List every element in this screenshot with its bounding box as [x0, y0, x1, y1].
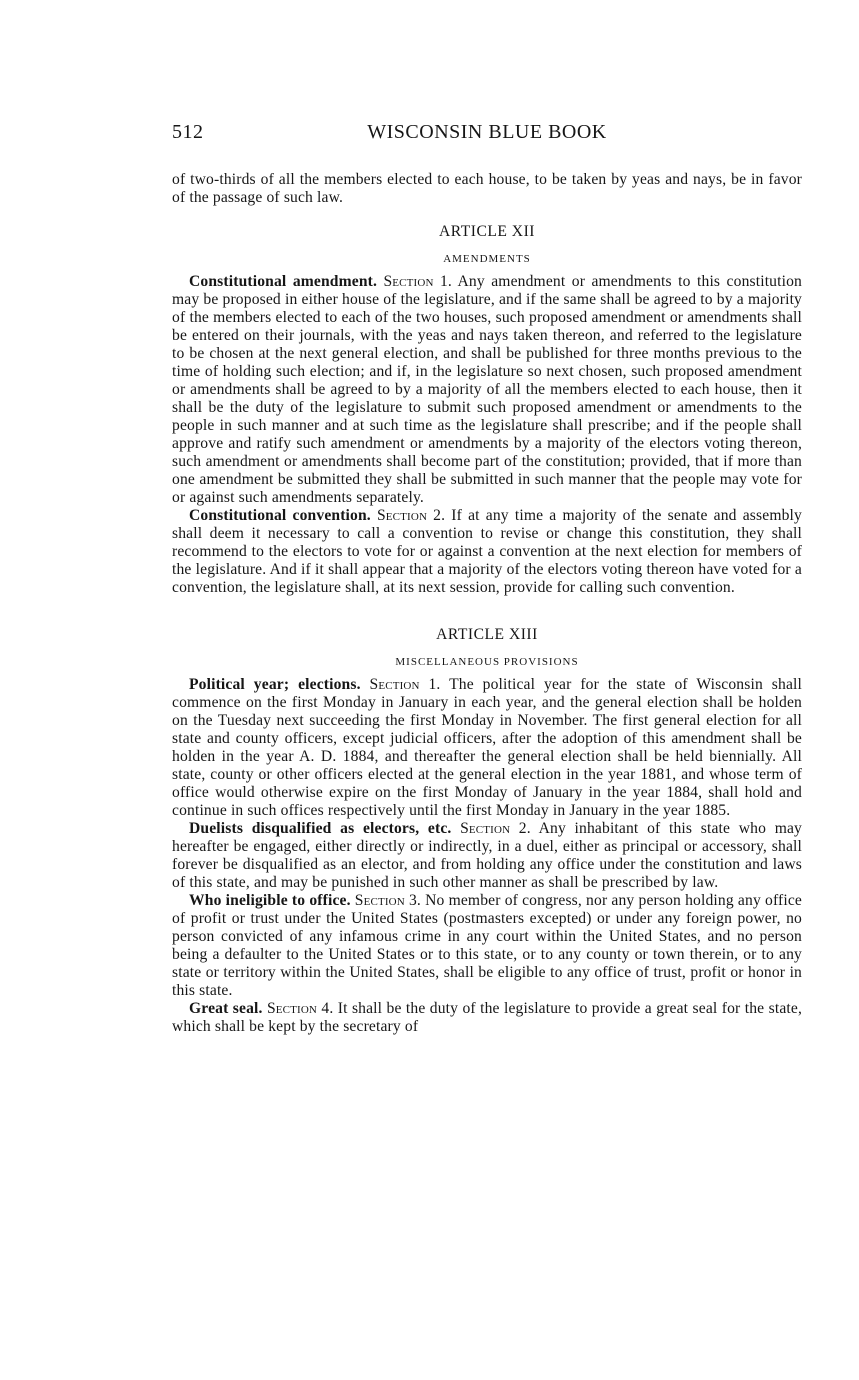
- section-caption: Constitutional amendment.: [189, 273, 378, 290]
- running-title: WISCONSIN BLUE BOOK: [367, 121, 607, 143]
- section-text: Any inhabitant of this state who may hereafter be engaged, either directly or indirectly, in a duel, either as principal or accessory, shall forever be disqualified as an elector, and from holding any office under the constitution and laws of this state, and may be punished in such other manner as shall be prescribed by law.: [172, 820, 802, 891]
- section-number: Section 2.: [376, 507, 446, 524]
- section-caption: Political year; elections.: [189, 676, 361, 693]
- section-number: Section 1.: [383, 273, 452, 290]
- article-xii-title: ARTICLE XII: [439, 223, 535, 240]
- article-xii-section-2: [172, 507, 802, 597]
- page-body: [172, 171, 802, 1036]
- section-caption: Constitutional convention.: [189, 507, 371, 524]
- section-caption: Great seal.: [189, 1000, 263, 1017]
- article-xiii-section-1: [172, 676, 802, 820]
- section-number: Section 1.: [369, 676, 441, 693]
- section-text: No member of congress, nor any person holding any office of profit or trust under the United States (postmasters excepted) or under any foreign power, no person convicted of any infamous crime in any court within the United States, and no person being a defaulter to the United States or to this state, or to any county or town therein, or to any state or territory within the United States, shall be eligible to any office of trust, profit or honor in this state.: [172, 892, 802, 999]
- section-text: Any amendment or amendments to this constitution may be proposed in either house of the legislature, and if the same shall be agreed to by a majority of the members elected to each of the two houses, such proposed amendment or amendments shall be entered on their journals, with the yeas and nays taken thereon, and referred to the legislature to be chosen at the next general election, and shall be published for three months previous to the time of holding such election; and if, in the legislature so next chosen, such proposed amendment or amendments shall be agreed to by a majority of all the members elected to each house, then it shall be the duty of the legislature to submit such proposed amendment or amendments to the people in such manner and at such time as the legislature shall prescribe; and if the people shall approve and ratify such amendment or amendments by a majority of the electors voting thereon, such amendment or amendments shall become part of the constitution; provided, that if more than one amendment be submitted they shall be submitted in such manner that the people may vote for or against such amendments separately.: [172, 273, 802, 506]
- page-header: [172, 121, 802, 151]
- section-number: Section 3.: [354, 892, 421, 909]
- article-xiii-section-3: [172, 892, 802, 1000]
- article-xiii-title: ARTICLE XIII: [436, 626, 538, 643]
- section-caption: Who ineligible to office.: [189, 892, 351, 909]
- section-number: Section 4.: [266, 1000, 334, 1017]
- article-xiii-section-2: [172, 820, 802, 892]
- section-text: It shall be the duty of the legislature to provide a great seal for the state, which shall be kept by the secretary of: [172, 1000, 802, 1035]
- section-text: If at any time a majority of the senate and assembly shall deem it necessary to call a convention to revise or change this constitution, they shall recommend to the electors to vote for or against a convention at the next election for members of the legislature. And if it shall appear that a majority of the electors voting thereon have voted for a convention, the legislature shall, at its next session, provide for calling such convention.: [172, 507, 802, 596]
- section-number: Section 2.: [460, 820, 531, 837]
- article-xii-section-1: [172, 273, 802, 507]
- article-xiii-subtitle: MISCELLANEOUS PROVISIONS: [395, 656, 579, 668]
- continued-paragraph: of two-thirds of all the members elected to each house, to be taken by yeas and nays, be in favor of the passage of such law.: [172, 171, 802, 206]
- section-caption: Duelists disqualified as electors, etc.: [189, 820, 452, 837]
- article-xiii-section-4: [172, 1000, 802, 1036]
- section-text: The political year for the state of Wisconsin shall commence on the first Monday in January in each year, and the general election shall be holden on the Tuesday next succeeding the first Monday in November. The first general election for all state and county officers, except judicial officers, after the adoption of this amendment shall be holden in the year A. D. 1884, and thereafter the general election shall be held biennially. All state, county or other officers elected at the general election in the year 1881, and whose term of office would otherwise expire on the first Monday of January in the year 1884, shall hold and continue in such offices respectively until the first Monday in January in the year 1885.: [172, 676, 802, 819]
- article-xii-subtitle: AMENDMENTS: [443, 253, 531, 265]
- page-number: 512: [172, 121, 204, 143]
